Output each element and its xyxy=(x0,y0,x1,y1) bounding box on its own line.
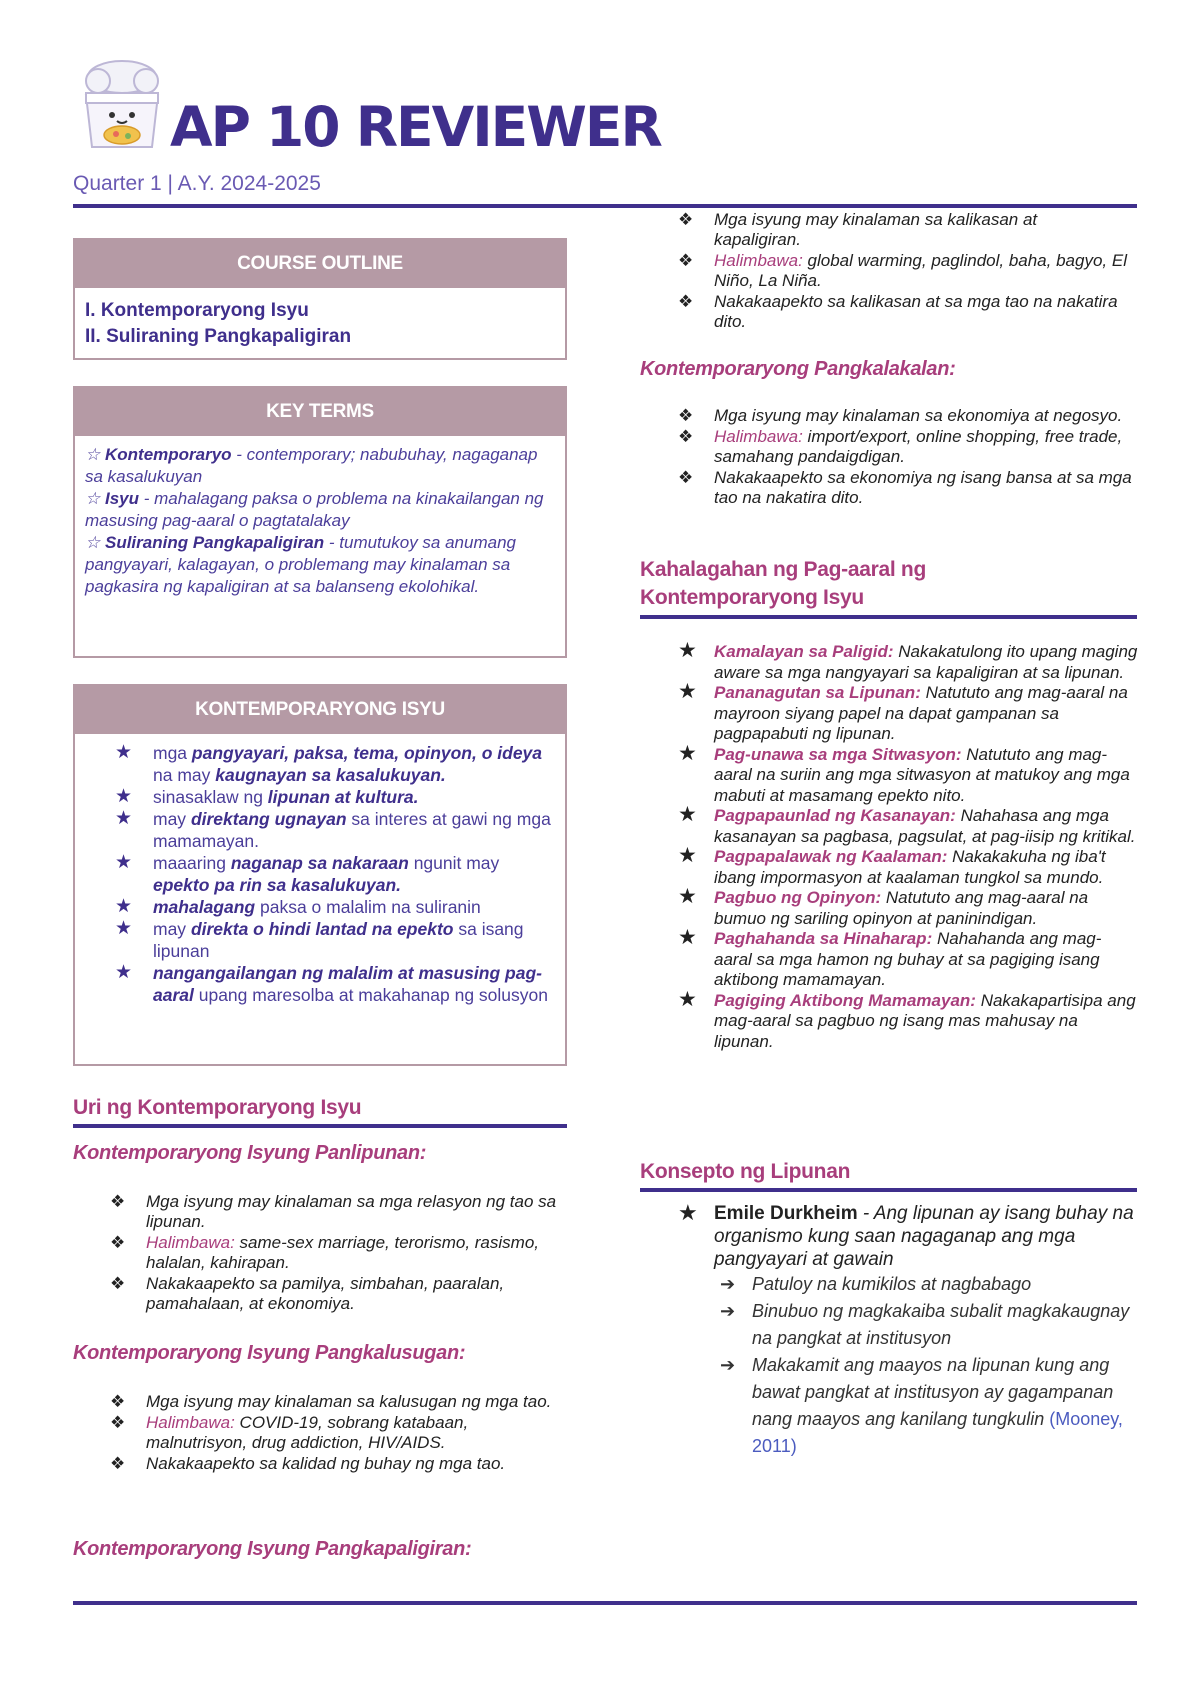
star-icon: ★ xyxy=(115,808,133,829)
importance-term: Pagpapalawak ng Kaalaman: xyxy=(714,847,948,866)
importance-term: Pananagutan sa Lipunan: xyxy=(714,683,921,702)
importance-text: Natututo ang mag-aaral na suriin ang mga sitwasyon at matukoy ang mga mabuti at masamang epekto nito. xyxy=(714,744,1130,805)
highlight-label: Halimbawa: xyxy=(146,1233,235,1252)
list-item xyxy=(110,1392,560,1412)
importance-term: Pagiging Aktibong Mamamayan: xyxy=(714,990,976,1010)
importance-text: Natututo ang mag-aaral na bumuo ng sariling opinyon at paninindigan. xyxy=(714,888,1089,928)
isyu-characteristic: ★ nangangailangan ng malalim at masusing pag-aaral upang maresolba at makahanap ng solusyon xyxy=(115,962,549,1005)
importance-text: Nahahanda ang mag-aaral sa mga hamon ng buhay at sa pagiging isang aktibong mamamayan. xyxy=(714,929,1102,989)
subheading-panlipunan: Kontemporaryong Isyung Panlipunan: xyxy=(73,1142,427,1164)
panlipunan-list xyxy=(110,1192,560,1315)
item-text: Nakakaapekto sa pamilya, simbahan, paaralan, pamahalaan, at ekonomiya. xyxy=(146,1274,505,1313)
section-divider xyxy=(640,1188,1137,1192)
star-icon: ★ xyxy=(115,742,133,763)
arrow-right-icon: ➔ xyxy=(720,1355,736,1375)
importance-item xyxy=(678,885,1138,929)
definition: - tumutukoy sa anumang pangyayari, kalagayan, o problemang may kinalaman sa pagkasira ng kapaligiran at sa balanseng ekolohikal. xyxy=(85,533,516,596)
star-icon: ★ xyxy=(678,844,697,867)
list-item xyxy=(110,1233,560,1273)
header-divider xyxy=(73,204,1137,208)
diamond-bullet-icon: ❖ xyxy=(678,210,694,229)
subheading-pangkalusugan: Kontemporaryong Isyung Pangkalusugan: xyxy=(73,1342,466,1364)
isyu-characteristic: ★ sinasaklaw ng lipunan at kultura. xyxy=(115,786,419,807)
item-text: COVID-19, sobrang katabaan, malnutrisyon, drug addiction, HIV/AIDS. xyxy=(146,1413,469,1452)
diamond-bullet-icon: ❖ xyxy=(678,427,694,446)
importance-item xyxy=(678,803,1138,847)
importance-item xyxy=(678,741,1138,807)
star-icon: ★ xyxy=(678,926,697,949)
diamond-bullet-icon: ❖ xyxy=(110,1274,126,1293)
diamond-bullet-icon: ❖ xyxy=(110,1233,126,1252)
page-subtitle: Quarter 1 | A.Y. 2024-2025 xyxy=(73,172,321,195)
star-icon: ★ xyxy=(115,918,133,939)
importance-text: Nahahasa ang mga kasanayan sa pagbasa, pagsulat, at pag-iisip ng kritikal. xyxy=(714,806,1136,846)
key-terms-heading: KEY TERMS xyxy=(75,388,565,436)
highlight-label: Halimbawa: xyxy=(146,1413,235,1432)
lipunan-point: ➔ Binubuo ng magkakaiba subalit magkakaugnay na pangkat at institusyon xyxy=(678,1298,1138,1352)
star-icon: ★ xyxy=(678,803,697,826)
isyu-characteristic: ★ may direkta o hindi lantad na epekto sa isang lipunan xyxy=(115,918,524,961)
star-icon: ★ xyxy=(678,885,697,908)
item-text: same-sex marriage, terorismo, rasismo, halalan, kahirapan. xyxy=(146,1233,539,1272)
lipunan-point: ➔ Patuloy na kumikilos at nagbabago xyxy=(678,1271,1138,1298)
statement: - Ang lipunan ay isang buhay na organismo kung saan nagaganap ang mga pangyayari at gawain xyxy=(714,1203,1134,1270)
subheading-pangkapaligiran: Kontemporaryong Isyung Pangkapaligiran: xyxy=(73,1538,472,1560)
item-text: import/export, online shopping, free trade, samahang pandaigdigan. xyxy=(714,427,1123,466)
list-item xyxy=(110,1274,560,1314)
page-title: AP 10 REVIEWER xyxy=(170,95,661,159)
importance-item xyxy=(678,639,1138,683)
list-item xyxy=(678,210,1128,250)
outline-item: I. Kontemporaryong Isyu xyxy=(85,300,309,321)
person-name: Emile Durkheim xyxy=(714,1203,858,1224)
key-term xyxy=(85,532,555,598)
pangkalakalan-list xyxy=(678,406,1138,509)
item-text: global warming, paglindol, baha, bagyo, El Niño, La Niña. xyxy=(714,251,1127,290)
importance-term: Pagpapaunlad ng Kasanayan: xyxy=(714,806,956,825)
star-icon: ★ xyxy=(678,639,697,662)
item-text: Mga isyung may kinalaman sa ekonomiya at negosyo. xyxy=(714,406,1123,425)
section-heading-uri: Uri ng Kontemporaryong Isyu xyxy=(73,1096,362,1119)
term: Kontemporaryo xyxy=(104,445,232,464)
star-icon: ★ xyxy=(678,1200,698,1225)
diamond-bullet-icon: ❖ xyxy=(110,1454,126,1473)
importance-term: Kamalayan sa Paligid: xyxy=(714,642,894,661)
term: Isyu xyxy=(104,489,140,508)
durkheim-statement xyxy=(678,1202,1138,1271)
item-text: Nakakaapekto sa ekonomiya ng isang bansa at sa mga tao na nakatira dito. xyxy=(714,468,1132,507)
lipunan-concept xyxy=(678,1202,1138,1460)
diamond-bullet-icon: ❖ xyxy=(678,406,694,425)
diamond-bullet-icon: ❖ xyxy=(110,1392,126,1411)
item-text: Mga isyung may kinalaman sa kalikasan at kapaligiran. xyxy=(714,210,1038,249)
list-item xyxy=(110,1192,560,1232)
star-icon: ★ xyxy=(678,741,697,765)
key-term xyxy=(85,444,555,488)
star-icon: ★ xyxy=(115,962,133,983)
term: Suliraning Pangkapaligiran xyxy=(104,533,325,552)
diamond-bullet-icon: ❖ xyxy=(110,1413,126,1432)
pangkapaligiran-list xyxy=(678,210,1128,333)
arrow-right-icon: ➔ xyxy=(720,1301,736,1321)
list-item xyxy=(678,468,1138,508)
star-outline-icon: ☆ xyxy=(85,445,101,464)
importance-term: Pagbuo ng Opinyon: xyxy=(714,888,882,907)
list-item xyxy=(110,1413,560,1453)
star-outline-icon: ☆ xyxy=(85,533,101,552)
mascot-logo xyxy=(72,55,172,155)
course-outline-box xyxy=(73,238,567,360)
section-divider xyxy=(73,1124,567,1128)
list-item xyxy=(678,406,1138,426)
definition: - mahalagang paksa o problema na kinakailangan ng masusing pag-aaral o pagtatalakay xyxy=(85,489,544,530)
key-term xyxy=(85,488,555,532)
star-icon: ★ xyxy=(678,987,697,1011)
importance-term: Paghahanda sa Hinaharap: xyxy=(714,929,933,948)
citation: (Mooney, 2011) xyxy=(752,1409,1123,1456)
importance-text: Nakakakuha ng iba't ibang impormasyon at kaalaman tungkol sa mundo. xyxy=(714,847,1106,887)
highlight-label: Halimbawa: xyxy=(714,427,803,446)
kahalagahan-list xyxy=(678,639,1138,1052)
importance-item xyxy=(678,987,1138,1053)
outline-item: II. Suliraning Pangkapaligiran xyxy=(85,326,352,347)
footer-divider xyxy=(73,1601,1137,1605)
star-icon: ★ xyxy=(115,852,133,873)
section-heading-kahalagahan: Kahalagahan ng Pag-aaral ng Kontemporaryong Isyu xyxy=(640,558,926,609)
diamond-bullet-icon: ❖ xyxy=(678,292,694,311)
pangkalusugan-list xyxy=(110,1392,560,1475)
section-divider xyxy=(640,615,1137,619)
star-icon: ★ xyxy=(115,786,133,807)
isyu-characteristic: ★ may direktang ugnayan sa interes at gawi ng mga mamamayan. xyxy=(115,808,551,851)
kontemporaryong-isyu-box xyxy=(73,684,567,1066)
diamond-bullet-icon: ❖ xyxy=(110,1192,126,1211)
importance-item xyxy=(678,844,1138,888)
highlight-label: Halimbawa: xyxy=(714,251,803,270)
isyu-characteristic: ★ mahalagang paksa o malalim na suliranin xyxy=(115,896,481,917)
key-terms-box xyxy=(73,386,567,658)
star-icon: ★ xyxy=(115,896,133,917)
isyu-characteristic: ★ maaaring naganap sa nakaraan ngunit may epekto pa rin sa kasalukuyan. xyxy=(115,852,500,895)
item-text: Mga isyung may kinalaman sa mga relasyon ng tao sa lipunan. xyxy=(146,1192,557,1231)
item-text: Nakakaapekto sa kalidad ng buhay ng mga tao. xyxy=(146,1454,506,1473)
importance-item xyxy=(678,926,1138,991)
list-item xyxy=(678,251,1128,291)
importance-text: Natututo ang mag-aaral na mayroon siyang papel na dapat gampanan sa pagpapabuti ng lipunan. xyxy=(714,683,1128,743)
definition: - contemporary; nabubuhay, nagaganap sa kasalukuyan xyxy=(85,445,538,486)
importance-item xyxy=(678,680,1138,745)
section-heading-lipunan: Konsepto ng Lipunan xyxy=(640,1160,851,1183)
list-item xyxy=(678,427,1138,467)
diamond-bullet-icon: ❖ xyxy=(678,468,694,487)
kontemporaryong-isyu-heading: KONTEMPORARYONG ISYU xyxy=(75,686,565,734)
item-text: Nakakaapekto sa kalikasan at sa mga tao na nakatira dito. xyxy=(714,292,1118,331)
course-outline-heading: COURSE OUTLINE xyxy=(75,240,565,288)
subheading-pangkalakalan: Kontemporaryong Pangkalakalan: xyxy=(640,358,956,380)
importance-text: Nakakapartisipa ang mag-aaral sa pagbuo ng isang mas mahusay na lipunan. xyxy=(714,990,1136,1051)
lipunan-point: ➔ Makakamit ang maayos na lipunan kung ang bawat pangkat at institusyon ay gagampanan nang maayos ang kanilang tungkulin (Mooney, 2011) xyxy=(678,1352,1138,1460)
star-outline-icon: ☆ xyxy=(85,489,101,508)
importance-text: Nakakatulong ito upang maging aware sa mga nangyayari sa kapaligiran at sa lipunan. xyxy=(714,642,1138,682)
isyu-characteristic: ★ mga pangyayari, paksa, tema, opinyon, o ideya na may kaugnayan sa kasalukuyan. xyxy=(115,742,543,785)
item-text: Mga isyung may kinalaman sa kalusugan ng mga tao. xyxy=(146,1392,552,1411)
star-icon: ★ xyxy=(678,680,697,703)
list-item xyxy=(110,1454,560,1474)
arrow-right-icon: ➔ xyxy=(720,1274,736,1294)
diamond-bullet-icon: ❖ xyxy=(678,251,694,270)
list-item xyxy=(678,292,1128,332)
importance-term: Pag-unawa sa mga Sitwasyon: xyxy=(714,744,962,764)
